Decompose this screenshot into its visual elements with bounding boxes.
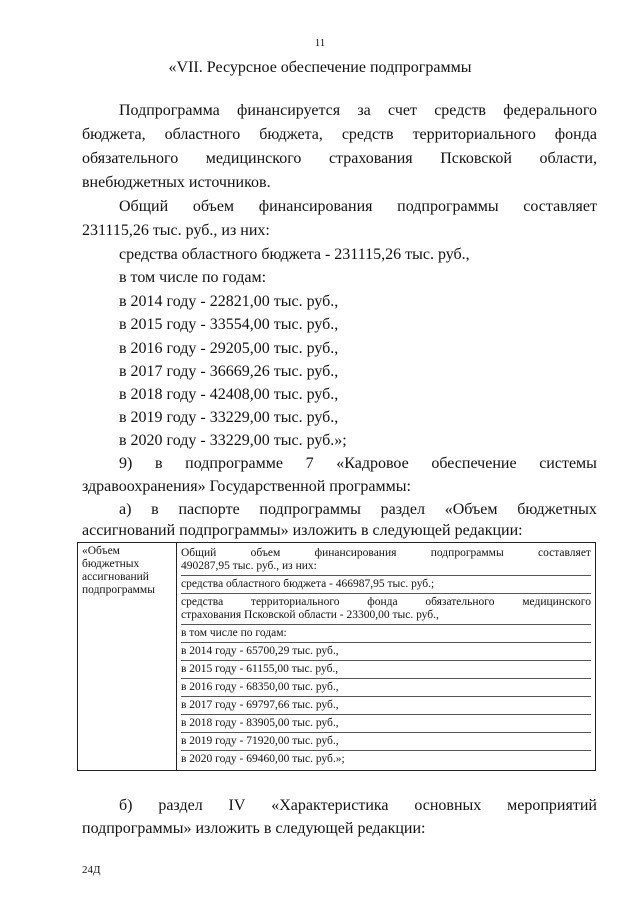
table-year-row: в 2014 году - 65700,29 тыс. руб.,	[181, 643, 591, 661]
year-line: в 2016 году - 29205,00 тыс. руб.,	[119, 340, 339, 357]
item9-line1: 9) в подпрограмме 7 «Кадровое обеспечение системы	[119, 455, 597, 472]
year-line: в 2020 году - 33229,00 тыс. руб.»;	[119, 432, 347, 449]
page-number: 11	[314, 37, 326, 49]
para1-line2: бюджета, областного бюджета, средств территориального фонда	[82, 126, 597, 143]
section-heading: «VII. Ресурсное обеспечение подпрограммы	[168, 59, 472, 76]
table-total: Общий объем финансирования подпрограммы составляет 490287,95 тыс. руб., из них:	[181, 545, 591, 576]
financing-table	[77, 542, 596, 771]
by-years-label: в том числе по годам:	[119, 269, 267, 286]
regional-budget-line: средства областного бюджета - 231115,26 тыс. руб.,	[119, 246, 470, 263]
para1-line4: внебюджетных источников.	[82, 174, 271, 191]
table-fund: средства территориального фонда обязательного медицинского страхования Псковской области - 23300,00 тыс. руб.,	[181, 594, 591, 625]
item-b-line1: б) раздел IV «Характеристика основных мероприятий	[119, 797, 597, 814]
year-line: в 2019 году - 33229,00 тыс. руб.,	[119, 409, 339, 426]
table-year-row: в 2020 году - 69460,00 тыс. руб.»;	[181, 753, 345, 765]
para1-line3: обязательного медицинского страхования Псковской области,	[82, 150, 597, 167]
item9-line2: здравоохранения» Государственной программы:	[82, 478, 411, 495]
year-line: в 2014 году - 22821,00 тыс. руб.,	[119, 293, 339, 310]
para2-line2: 231115,26 тыс. руб., из них:	[82, 222, 270, 239]
para2-line1: Общий объем финансирования подпрограммы составляет	[119, 198, 597, 215]
table-year-row: в 2019 году - 71920,00 тыс. руб.,	[181, 733, 591, 751]
table-year-row: в 2018 году - 83905,00 тыс. руб.,	[181, 715, 591, 733]
table-regional: средства областного бюджета - 466987,95 тыс. руб.;	[181, 576, 591, 594]
para1-line1: Подпрограмма финансируется за счет средств федерального	[119, 102, 597, 119]
table-year-row: в 2017 году - 69797,66 тыс. руб.,	[181, 697, 591, 715]
table-label-cell: «Объем бюджетных ассигнований подпрограммы	[78, 543, 177, 771]
item-a-line2: ассигнований подпрограммы» изложить в следующей редакции:	[82, 522, 523, 539]
table-value-cell	[177, 543, 596, 771]
year-line: в 2017 году - 36669,26 тыс. руб.,	[119, 363, 339, 380]
item-b-line2: подпрограммы» изложить в следующей редакции:	[82, 820, 426, 837]
table-by-years: в том числе по годам:	[181, 625, 591, 643]
year-line: в 2015 году - 33554,00 тыс. руб.,	[119, 316, 339, 333]
item-a-line1: а) в паспорте подпрограммы раздел «Объем бюджетных	[119, 501, 597, 518]
year-line: в 2018 году - 42408,00 тыс. руб.,	[119, 386, 339, 403]
table-year-row: в 2016 году - 68350,00 тыс. руб.,	[181, 679, 591, 697]
table-year-row: в 2015 году - 61155,00 тыс. руб.,	[181, 661, 591, 679]
footer-code: 24Д	[82, 864, 101, 876]
